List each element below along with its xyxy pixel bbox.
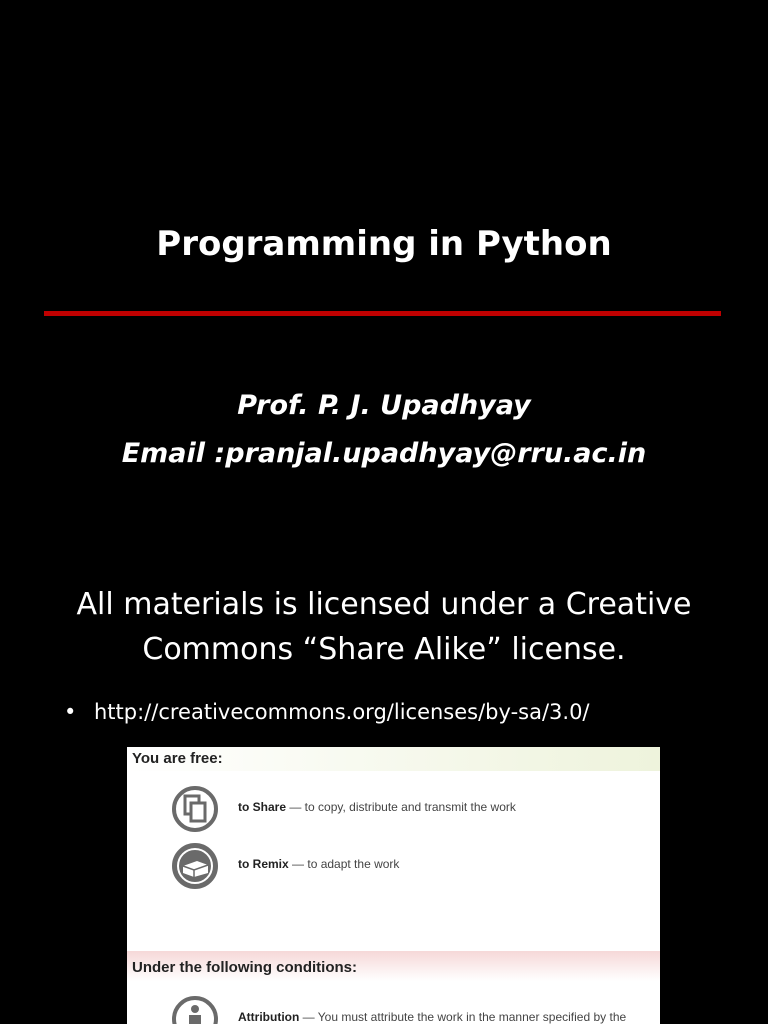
you-are-free-heading: You are free:	[127, 747, 660, 771]
attribution-desc: — You must attribute the work in the manner specified by the	[299, 1010, 627, 1024]
bullet-dot: •	[64, 700, 77, 724]
attribution-text	[238, 1009, 626, 1024]
author-email: Email :pranjal.upadhyay@rru.ac.in	[121, 438, 647, 469]
author-block	[0, 382, 768, 478]
share-desc: — to copy, distribute and transmit the work	[286, 800, 516, 814]
license-bullet	[64, 697, 724, 727]
remix-term: to Remix	[238, 857, 289, 871]
remix-desc: — to adapt the work	[288, 857, 400, 871]
attribution-term: Attribution	[238, 1010, 300, 1024]
remix-icon	[171, 842, 219, 890]
author-name: Prof. P. J. Upadhyay	[237, 390, 531, 421]
share-item	[171, 785, 651, 835]
license-url-link[interactable]: http://creativecommons.org/licenses/by-sa/3.0/	[94, 700, 590, 724]
title-divider	[44, 311, 721, 316]
cc-license-panel	[127, 747, 660, 1024]
conditions-heading: Under the following conditions:	[127, 951, 660, 981]
attribution-icon	[171, 995, 219, 1024]
remix-item	[171, 842, 651, 892]
attribution-item	[171, 995, 651, 1024]
share-term: to Share	[238, 800, 287, 814]
share-icon	[171, 785, 219, 833]
remix-text	[238, 856, 399, 872]
slide-title: Programming in Python	[156, 224, 612, 264]
share-text	[238, 799, 516, 815]
license-statement: All materials is licensed under a Creative Commons “Share Alike” license.	[76, 587, 692, 667]
